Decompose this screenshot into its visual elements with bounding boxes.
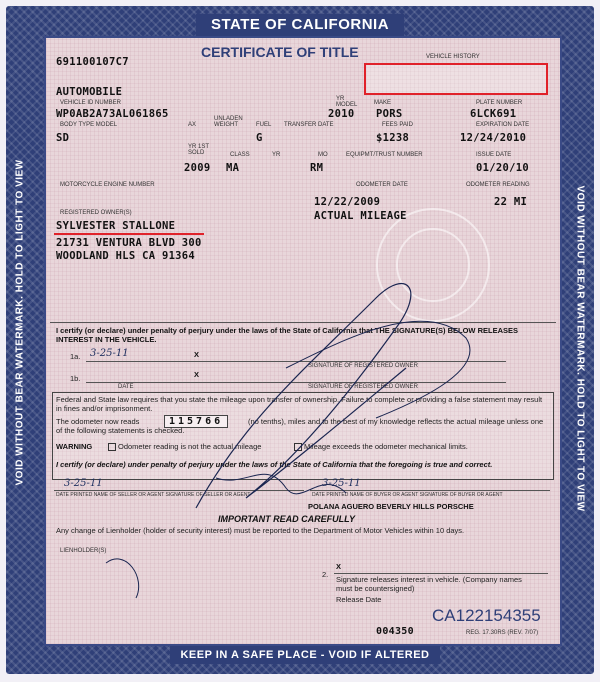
buyer-label: DATE PRINTED NAME OF BUYER OR AGENT SIGNATURE OF BUYER OR AGENT xyxy=(312,492,503,498)
sig-release-text: Signature releases interest in vehicle. (Company names must be countersigned) xyxy=(336,575,522,593)
state-banner: STATE OF CALIFORNIA xyxy=(196,14,404,36)
buyer-date: 3-25-11 xyxy=(322,478,361,489)
moto-label: MOTORCYCLE ENGINE NUMBER xyxy=(60,182,155,188)
fuel-value: G xyxy=(256,132,263,144)
ax-label: AX xyxy=(188,122,197,128)
sig-owner-label-2: SIGNATURE OF REGISTERED OWNER xyxy=(308,384,418,390)
make-label: MAKE xyxy=(374,100,392,106)
dealer-name: POLANA AGUERO BEVERLY HILLS PORSCHE xyxy=(308,502,474,511)
control-number: CA122154355 xyxy=(432,606,541,625)
vehicle-history-label: VEHICLE HISTORY xyxy=(426,54,480,60)
signature-stroke-4 xyxy=(106,559,139,598)
fuel-label: FUEL xyxy=(256,122,272,128)
seller-date: 3-25-11 xyxy=(64,478,103,489)
line1-x: X xyxy=(194,350,200,359)
certify-text: I certify (or declare) under penalty of perjury under the laws of the State of California that the foregoing is true and correct. xyxy=(56,460,493,469)
odo-reading-label: ODOMETER READING xyxy=(466,182,530,188)
line2-release-prefix: 2. xyxy=(322,570,329,579)
make-value: PORS xyxy=(376,108,403,120)
odo-reading-value: 22 MI xyxy=(494,196,528,208)
body-value: SD xyxy=(56,132,70,144)
fees-label: FEES PAID xyxy=(382,122,413,128)
certificate-title: CERTIFICATE OF TITLE xyxy=(201,44,359,60)
vin-label: VEHICLE ID NUMBER xyxy=(60,100,122,106)
line1-prefix: 1a. xyxy=(70,352,81,361)
mileage-value: ACTUAL MILEAGE xyxy=(314,210,407,222)
line2-x: X xyxy=(194,370,200,379)
doc-number: 691100107C7 xyxy=(56,56,129,68)
signature-stroke-3 xyxy=(216,474,346,494)
exp-label: EXPIRATION DATE xyxy=(476,122,530,128)
plate-label: PLATE NUMBER xyxy=(476,100,523,106)
seller-label: DATE PRINTED NAME OF SELLER OR AGENT SIGNATURE OF SELLER OR AGENT xyxy=(56,492,251,498)
release-statement: I certify (or declare) under penalty of perjury under the laws of the State of California that THE SIGNATURE(S) BELOW RELEASES INTEREST IN THE VEHICLE. xyxy=(56,326,519,344)
mo-label: MO xyxy=(318,152,328,158)
reads-suffix: (no tenths), miles and to the best of my knowledge reflects the actual mileage unless one of the following statements is checked. xyxy=(56,417,544,435)
vin-value: WP0AB2A73AL061865 xyxy=(56,108,169,120)
void-notice-left: VOID WITHOUT BEAR WATERMARK. HOLD TO LIGHT TO VIEW xyxy=(14,159,26,486)
weight-label: UNLADEN WEIGHT xyxy=(214,116,243,128)
yr-model-value: 2010 xyxy=(328,108,355,120)
footer-number: 004350 xyxy=(376,626,414,637)
line2-release-x: X xyxy=(336,562,342,571)
signature-stroke-1 xyxy=(196,284,411,508)
yr-sold-label: YR 1ST SOLD xyxy=(188,144,209,156)
lienholder-label: LIENHOLDER(S) xyxy=(60,548,107,554)
now-reads-prefix: The odometer now reads xyxy=(56,417,140,426)
line2-prefix: 1b. xyxy=(70,374,81,383)
important-heading: IMPORTANT READ CAREFULLY xyxy=(218,514,355,524)
warn1-text: Odometer reading is not the actual mileage xyxy=(118,442,262,451)
release-date-label: Release Date xyxy=(336,595,382,604)
federal-text: Federal and State law requires that you state the mileage upon transfer of ownership. Failure to complete or providing a false statement may result in fines and/or imprisonment. xyxy=(56,395,543,413)
owner-address1: 21731 VENTURA BLVD 300 xyxy=(56,237,202,249)
mo-value: RM xyxy=(310,162,324,174)
warn2-text: Mileage exceeds the odometer mechanical limits. xyxy=(304,442,468,451)
vehicle-type: AUTOMOBILE xyxy=(56,86,123,98)
issue-value: 01/20/10 xyxy=(476,162,529,174)
yr-model-label: YR MODEL xyxy=(336,96,358,108)
issue-label: ISSUE DATE xyxy=(476,152,512,158)
equip-label: EQUIPMT/TRUST NUMBER xyxy=(346,152,423,158)
yr-label: YR xyxy=(272,152,281,158)
signature-stroke-2 xyxy=(286,321,470,418)
fees-value: $1238 xyxy=(376,132,410,144)
document-body xyxy=(44,36,562,646)
odo-date-label: ODOMETER DATE xyxy=(356,182,408,188)
safe-place-banner: KEEP IN A SAFE PLACE - VOID IF ALTERED xyxy=(170,646,440,664)
exp-value: 12/24/2010 xyxy=(460,132,527,144)
important-text: Any change of Lienholder (holder of security interest) must be reported to the Department of Motor Vehicles within 10 days. xyxy=(56,526,465,535)
odometer-digits: 115766 xyxy=(164,415,228,428)
plate-value: 6LCK691 xyxy=(470,108,517,120)
owner-label: REGISTERED OWNER(S) xyxy=(60,210,132,216)
warning-label: WARNING xyxy=(56,442,93,451)
sig-owner-label-1: SIGNATURE OF REGISTERED OWNER xyxy=(308,363,418,369)
transfer-label: TRANSFER DATE xyxy=(284,122,334,128)
void-notice-right: VOID WITHOUT BEAR WATERMARK. HOLD TO LIGHT TO VIEW xyxy=(574,185,586,512)
owner-address2: WOODLAND HLS CA 91364 xyxy=(56,250,196,262)
owner-name: SYLVESTER STALLONE xyxy=(56,220,176,232)
odo-date-value: 12/22/2009 xyxy=(314,196,381,208)
signature-scribbles xyxy=(46,38,560,644)
class-value: MA xyxy=(226,162,240,174)
date-label: DATE xyxy=(118,384,134,390)
class-label: CLASS xyxy=(230,152,250,158)
line1-date: 3-25-11 xyxy=(90,348,129,359)
body-label: BODY TYPE MODEL xyxy=(60,122,118,128)
yr-sold-value: 2009 xyxy=(184,162,211,174)
reg-form: REG. 17.30RS (REV. 7/07) xyxy=(466,630,539,636)
